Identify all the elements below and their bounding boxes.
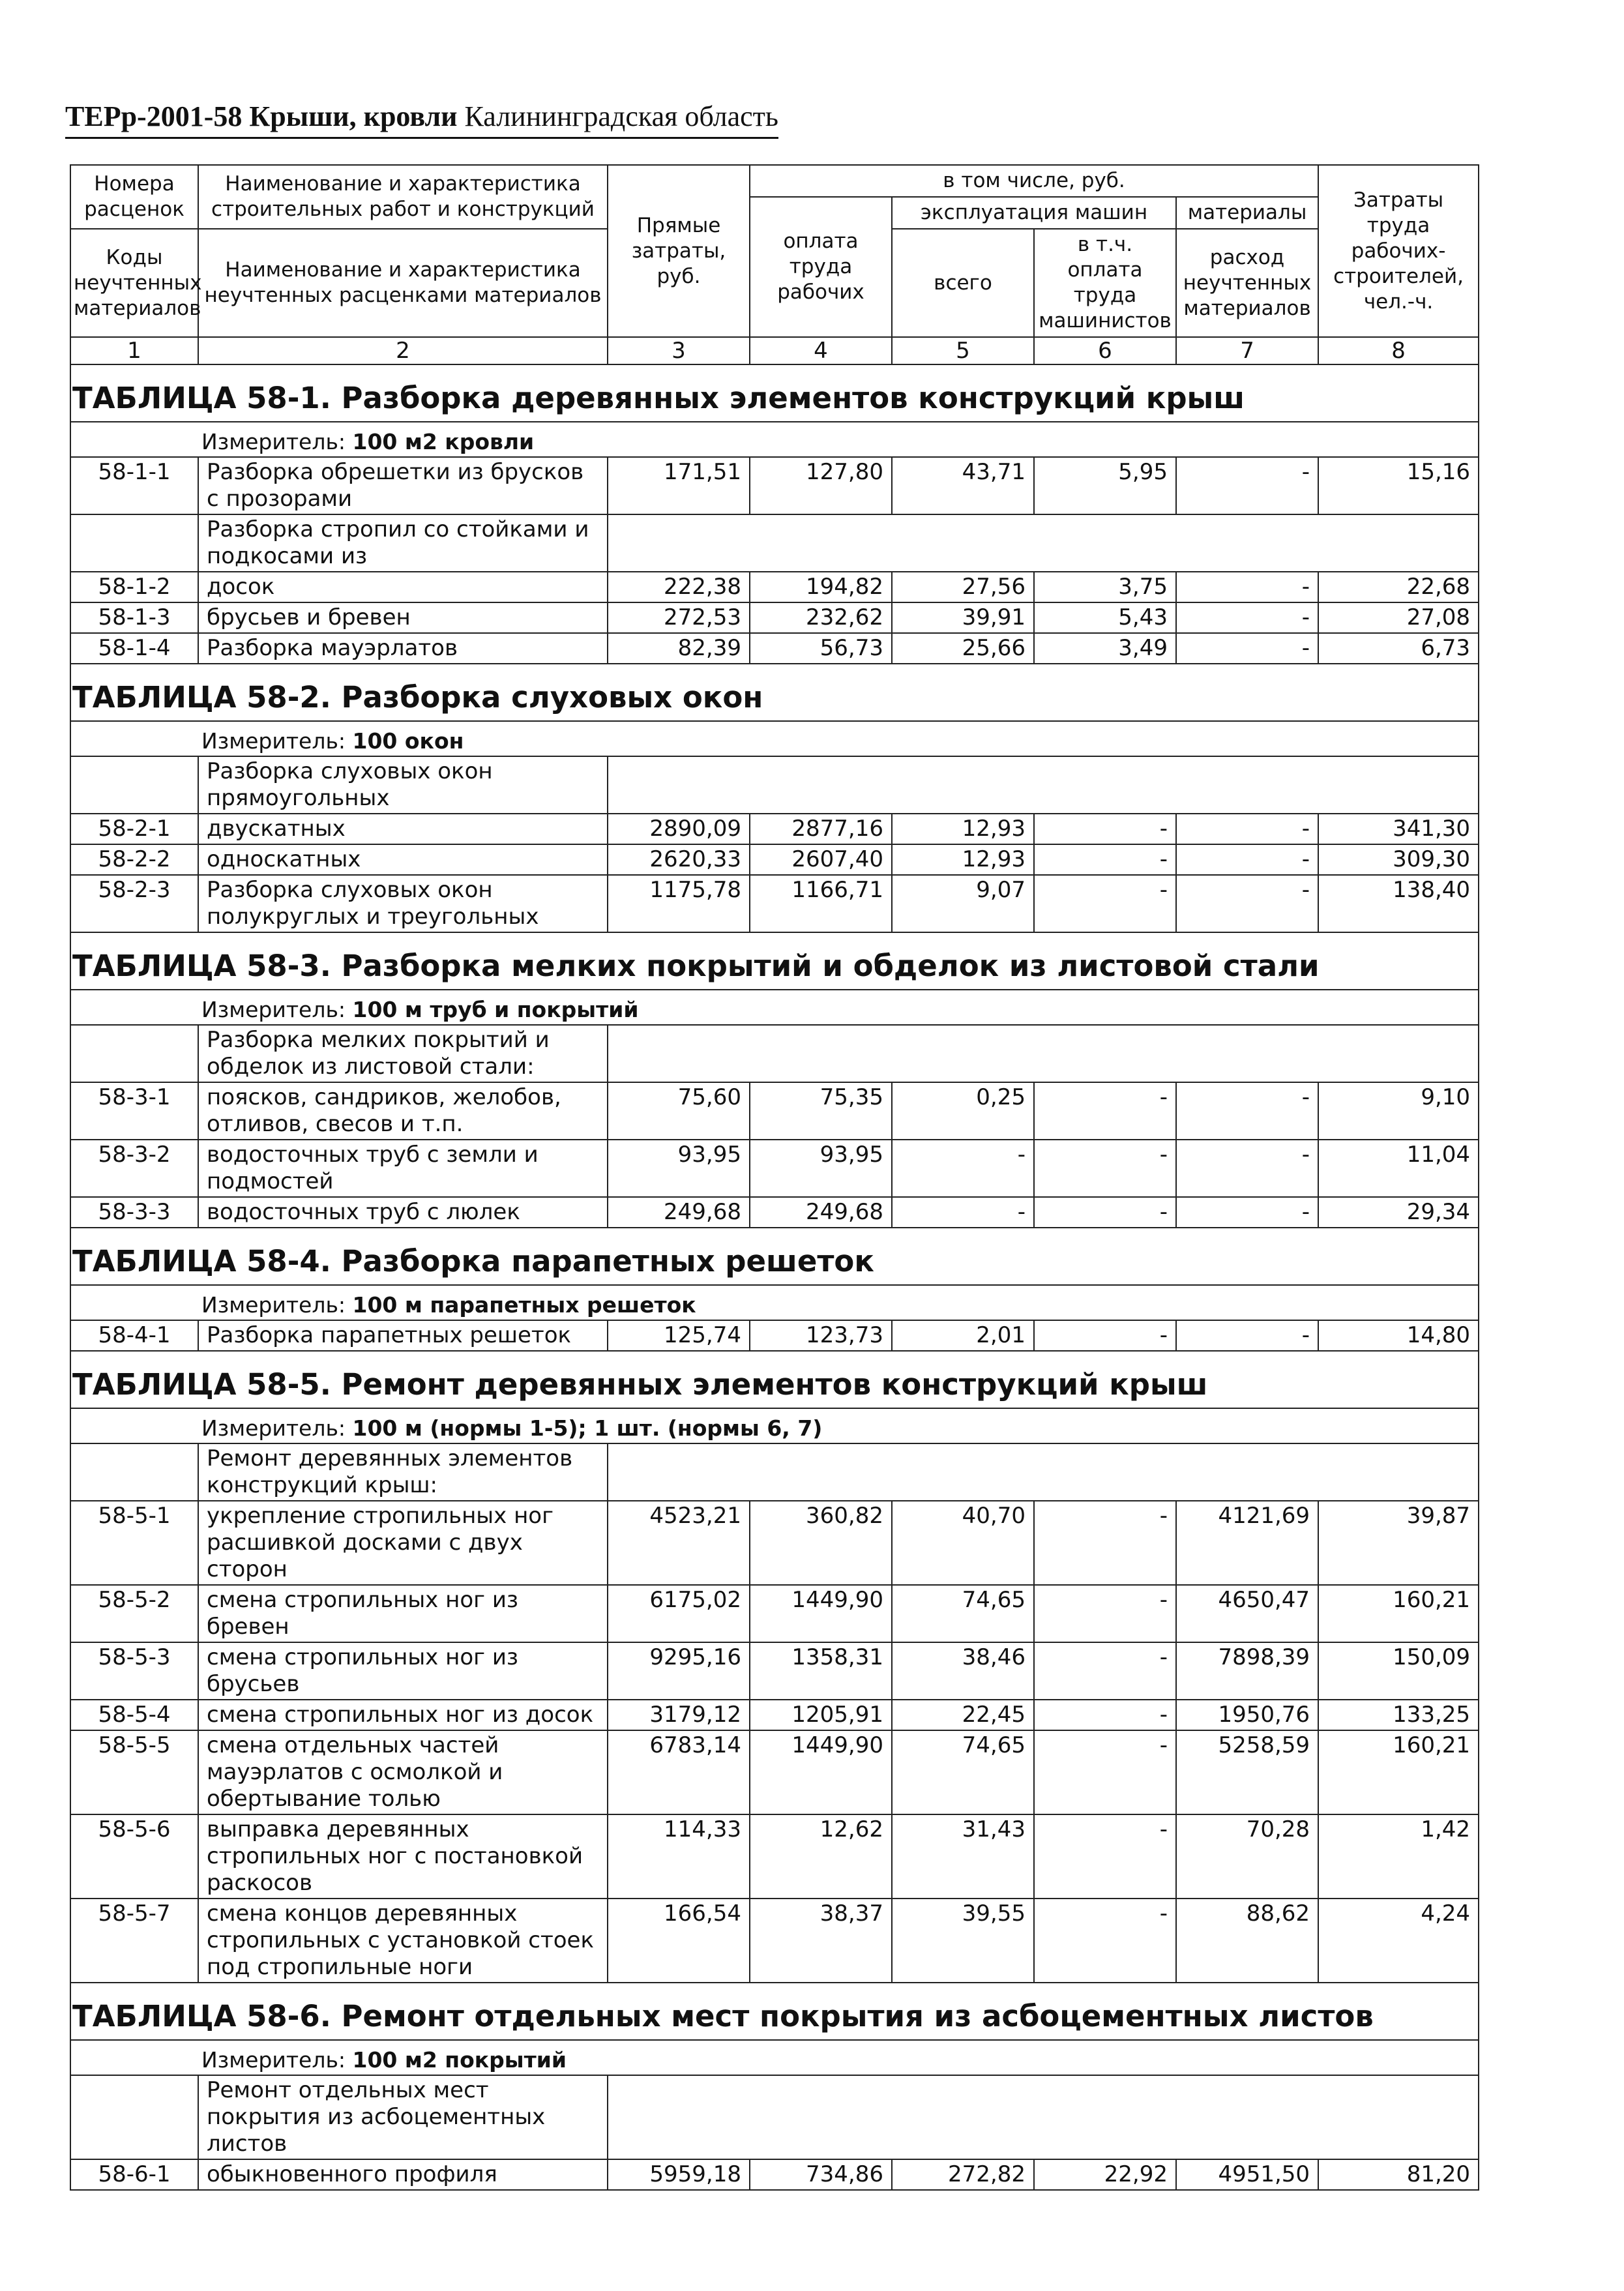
- value-wages: 75,35: [750, 1082, 892, 1140]
- unit-cell: [70, 1285, 1479, 1320]
- empty-cell: [608, 756, 1479, 814]
- unit-row: [70, 1408, 1479, 1443]
- value-direct-costs: 222,38: [608, 572, 750, 602]
- group-name: Разборка стропил со стойками и подкосами из: [198, 514, 608, 572]
- value-direct-costs: 125,74: [608, 1320, 750, 1351]
- table-row: [70, 1501, 1479, 1585]
- value-wages: 1358,31: [750, 1642, 892, 1700]
- value-operator-wages: 5,43: [1034, 602, 1176, 633]
- table-title: ТАБЛИЦА 58-6. Ремонт отдельных мест покрытия из асбоцементных листов: [70, 1983, 1479, 2040]
- col-header-rate-numbers: Номера расценок: [70, 165, 198, 229]
- value-wages: 38,37: [750, 1899, 892, 1983]
- table-row: [70, 572, 1479, 602]
- value-operator-wages: -: [1034, 1700, 1176, 1730]
- table-title: ТАБЛИЦА 58-2. Разборка слуховых окон: [70, 664, 1479, 721]
- value-materials: -: [1176, 457, 1318, 514]
- value-direct-costs: 75,60: [608, 1082, 750, 1140]
- col-header-including: в том числе, руб.: [750, 165, 1318, 197]
- table-row: [70, 1899, 1479, 1983]
- value-machines-total: 22,45: [892, 1700, 1034, 1730]
- value-materials: -: [1176, 1320, 1318, 1351]
- unit-value: 100 м2 кровли: [352, 429, 535, 454]
- unit-cell: [70, 990, 1479, 1025]
- value-machines-total: 39,91: [892, 602, 1034, 633]
- value-labor-hours: 22,68: [1318, 572, 1479, 602]
- table-title: ТАБЛИЦА 58-4. Разборка парапетных решеток: [70, 1228, 1479, 1285]
- value-materials: 70,28: [1176, 1814, 1318, 1899]
- work-name: смена стропильных ног из бревен: [198, 1585, 608, 1642]
- table-row: [70, 1730, 1479, 1814]
- table-title: ТАБЛИЦА 58-1. Разборка деревянных элементов конструкций крыш: [70, 364, 1479, 422]
- work-name: односкатных: [198, 844, 608, 875]
- value-labor-hours: 309,30: [1318, 844, 1479, 875]
- value-direct-costs: 1175,78: [608, 875, 750, 932]
- value-materials: 4121,69: [1176, 1501, 1318, 1585]
- value-materials: 5258,59: [1176, 1730, 1318, 1814]
- value-operator-wages: -: [1034, 814, 1176, 844]
- unit-row: [70, 721, 1479, 756]
- value-operator-wages: -: [1034, 1320, 1176, 1351]
- value-direct-costs: 4523,21: [608, 1501, 750, 1585]
- value-machines-total: 9,07: [892, 875, 1034, 932]
- value-machines-total: 74,65: [892, 1730, 1034, 1814]
- table-row: [70, 875, 1479, 932]
- col-header-direct-costs: Прямые затраты, руб.: [608, 165, 750, 337]
- value-direct-costs: 114,33: [608, 1814, 750, 1899]
- rate-code: 58-2-1: [70, 814, 198, 844]
- col-number: 8: [1318, 337, 1479, 364]
- work-name: Разборка парапетных решеток: [198, 1320, 608, 1351]
- empty-cell: [70, 1443, 198, 1501]
- work-name: смена стропильных ног из досок: [198, 1700, 608, 1730]
- unit-row: [70, 2040, 1479, 2075]
- value-operator-wages: -: [1034, 1814, 1176, 1899]
- rate-code: 58-5-3: [70, 1642, 198, 1700]
- work-name: смена концов деревянных стропильных с установкой стоек под стропильные ноги: [198, 1899, 608, 1983]
- col-number: 4: [750, 337, 892, 364]
- column-numbers-row: [70, 337, 1479, 364]
- rate-code: 58-5-7: [70, 1899, 198, 1983]
- table-title: ТАБЛИЦА 58-3. Разборка мелких покрытий и обделок из листовой стали: [70, 932, 1479, 990]
- value-labor-hours: 133,25: [1318, 1700, 1479, 1730]
- value-labor-hours: 27,08: [1318, 602, 1479, 633]
- unit-value: 100 м (нормы 1-5); 1 шт. (нормы 6, 7): [352, 1415, 823, 1441]
- table-row: [70, 1585, 1479, 1642]
- work-name: брусьев и бревен: [198, 602, 608, 633]
- rate-code: 58-3-3: [70, 1197, 198, 1228]
- group-row: [70, 756, 1479, 814]
- work-name: смена отдельных частей мауэрлатов с осмолкой и обертывание толью: [198, 1730, 608, 1814]
- value-machines-total: -: [892, 1197, 1034, 1228]
- rate-code: 58-1-2: [70, 572, 198, 602]
- value-materials: 4951,50: [1176, 2159, 1318, 2190]
- work-name: водосточных труб с земли и подмостей: [198, 1140, 608, 1197]
- value-operator-wages: -: [1034, 1197, 1176, 1228]
- table-row: [70, 633, 1479, 664]
- value-labor-hours: 29,34: [1318, 1197, 1479, 1228]
- value-direct-costs: 82,39: [608, 633, 750, 664]
- value-materials: -: [1176, 1082, 1318, 1140]
- col-header-operator-wages: в т.ч. оплата труда машинистов: [1034, 229, 1176, 337]
- empty-cell: [608, 1443, 1479, 1501]
- value-machines-total: 38,46: [892, 1642, 1034, 1700]
- rate-code: 58-6-1: [70, 2159, 198, 2190]
- unit-value: 100 м2 покрытий: [352, 2047, 567, 2073]
- value-direct-costs: 6783,14: [608, 1730, 750, 1814]
- unit-label: Измеритель:: [201, 2047, 353, 2073]
- work-name: Разборка мауэрлатов: [198, 633, 608, 664]
- value-machines-total: 272,82: [892, 2159, 1034, 2190]
- unit-cell: [70, 1408, 1479, 1443]
- rate-code: 58-1-1: [70, 457, 198, 514]
- value-wages: 93,95: [750, 1140, 892, 1197]
- value-materials: 88,62: [1176, 1899, 1318, 1983]
- unit-cell: [70, 721, 1479, 756]
- doc-code: ТЕРр-2001-58: [65, 100, 243, 132]
- value-direct-costs: 6175,02: [608, 1585, 750, 1642]
- group-name: Ремонт отдельных мест покрытия из асбоцементных листов: [198, 2075, 608, 2159]
- value-operator-wages: -: [1034, 1899, 1176, 1983]
- table-row: [70, 1082, 1479, 1140]
- table-row: [70, 844, 1479, 875]
- group-name: Ремонт деревянных элементов конструкций крыш:: [198, 1443, 608, 1501]
- value-machines-total: -: [892, 1140, 1034, 1197]
- col-header-work-name: Наименование и характеристика строительных работ и конструкций: [198, 165, 608, 229]
- value-direct-costs: 272,53: [608, 602, 750, 633]
- value-labor-hours: 6,73: [1318, 633, 1479, 664]
- value-labor-hours: 15,16: [1318, 457, 1479, 514]
- value-operator-wages: 5,95: [1034, 457, 1176, 514]
- value-machines-total: 27,56: [892, 572, 1034, 602]
- table-title-row: [70, 664, 1479, 721]
- value-direct-costs: 171,51: [608, 457, 750, 514]
- value-wages: 194,82: [750, 572, 892, 602]
- rate-code: 58-3-2: [70, 1140, 198, 1197]
- col-number: 3: [608, 337, 750, 364]
- table-row: [70, 457, 1479, 514]
- value-labor-hours: 39,87: [1318, 1501, 1479, 1585]
- col-header-material-consumption: расход неучтенных материалов: [1176, 229, 1318, 337]
- value-machines-total: 74,65: [892, 1585, 1034, 1642]
- work-name: обыкновенного профиля: [198, 2159, 608, 2190]
- value-labor-hours: 160,21: [1318, 1730, 1479, 1814]
- value-operator-wages: 22,92: [1034, 2159, 1176, 2190]
- empty-cell: [608, 2075, 1479, 2159]
- value-wages: 12,62: [750, 1814, 892, 1899]
- rates-table: [70, 164, 1479, 2191]
- value-labor-hours: 138,40: [1318, 875, 1479, 932]
- value-labor-hours: 81,20: [1318, 2159, 1479, 2190]
- value-machines-total: 25,66: [892, 633, 1034, 664]
- empty-cell: [608, 1025, 1479, 1082]
- work-name: укрепление стропильных ног расшивкой досками с двух сторон: [198, 1501, 608, 1585]
- col-header-wages: оплата труда рабочих: [750, 197, 892, 337]
- table-row: [70, 602, 1479, 633]
- value-machines-total: 0,25: [892, 1082, 1034, 1140]
- unit-row: [70, 1285, 1479, 1320]
- group-name: Разборка мелких покрытий и обделок из листовой стали:: [198, 1025, 608, 1082]
- value-materials: -: [1176, 633, 1318, 664]
- unit-label: Измеритель:: [201, 1415, 353, 1441]
- value-materials: -: [1176, 875, 1318, 932]
- value-materials: -: [1176, 1140, 1318, 1197]
- col-header-labor-costs: Затраты труда рабочих-строителей, чел.-ч.: [1318, 165, 1479, 337]
- table-title-row: [70, 1228, 1479, 1285]
- value-wages: 123,73: [750, 1320, 892, 1351]
- rate-code: 58-1-3: [70, 602, 198, 633]
- value-operator-wages: -: [1034, 844, 1176, 875]
- unit-label: Измеритель:: [201, 997, 353, 1022]
- value-machines-total: 2,01: [892, 1320, 1034, 1351]
- value-machines-total: 12,93: [892, 844, 1034, 875]
- unit-row: [70, 422, 1479, 457]
- table-row: [70, 814, 1479, 844]
- empty-cell: [608, 514, 1479, 572]
- table-title-row: [70, 364, 1479, 422]
- rate-code: 58-1-4: [70, 633, 198, 664]
- table-row: [70, 1814, 1479, 1899]
- rate-code: 58-5-2: [70, 1585, 198, 1642]
- value-direct-costs: 166,54: [608, 1899, 750, 1983]
- value-labor-hours: 341,30: [1318, 814, 1479, 844]
- rate-code: 58-2-3: [70, 875, 198, 932]
- value-wages: 127,80: [750, 457, 892, 514]
- table-row: [70, 1642, 1479, 1700]
- empty-cell: [70, 1025, 198, 1082]
- col-header-material-codes: Коды неучтенных материалов: [70, 229, 198, 337]
- value-operator-wages: -: [1034, 1642, 1176, 1700]
- value-wages: 56,73: [750, 633, 892, 664]
- value-materials: -: [1176, 602, 1318, 633]
- empty-cell: [70, 514, 198, 572]
- value-operator-wages: -: [1034, 1585, 1176, 1642]
- unit-value: 100 м труб и покрытий: [352, 997, 639, 1022]
- value-operator-wages: 3,49: [1034, 633, 1176, 664]
- empty-cell: [70, 756, 198, 814]
- value-machines-total: 31,43: [892, 1814, 1034, 1899]
- value-labor-hours: 150,09: [1318, 1642, 1479, 1700]
- value-direct-costs: 2890,09: [608, 814, 750, 844]
- group-row: [70, 514, 1479, 572]
- value-operator-wages: -: [1034, 1082, 1176, 1140]
- table-title-row: [70, 932, 1479, 990]
- empty-cell: [70, 2075, 198, 2159]
- table-title: ТАБЛИЦА 58-5. Ремонт деревянных элементов конструкций крыш: [70, 1351, 1479, 1408]
- value-wages: 1449,90: [750, 1585, 892, 1642]
- value-materials: 4650,47: [1176, 1585, 1318, 1642]
- doc-title: Крыши, кровли: [249, 100, 458, 132]
- work-name: смена стропильных ног из брусьев: [198, 1642, 608, 1700]
- unit-label: Измеритель:: [201, 1292, 353, 1318]
- value-materials: -: [1176, 814, 1318, 844]
- value-operator-wages: -: [1034, 875, 1176, 932]
- work-name: поясков, сандриков, желобов, отливов, свесов и т.п.: [198, 1082, 608, 1140]
- unit-label: Измеритель:: [201, 728, 353, 754]
- unit-cell: [70, 422, 1479, 457]
- value-labor-hours: 9,10: [1318, 1082, 1479, 1140]
- rate-code: 58-5-4: [70, 1700, 198, 1730]
- work-name: водосточных труб с люлек: [198, 1197, 608, 1228]
- value-machines-total: 43,71: [892, 457, 1034, 514]
- work-name: Разборка обрешетки из брусков с прозорами: [198, 457, 608, 514]
- value-materials: 7898,39: [1176, 1642, 1318, 1700]
- unit-label: Измеритель:: [201, 429, 353, 454]
- table-row: [70, 1320, 1479, 1351]
- value-machines-total: 40,70: [892, 1501, 1034, 1585]
- value-materials: -: [1176, 1197, 1318, 1228]
- value-materials: -: [1176, 844, 1318, 875]
- col-number: 6: [1034, 337, 1176, 364]
- table-title-row: [70, 1351, 1479, 1408]
- value-materials: 1950,76: [1176, 1700, 1318, 1730]
- col-number: 2: [198, 337, 608, 364]
- page-header: [65, 98, 778, 139]
- value-direct-costs: 93,95: [608, 1140, 750, 1197]
- unit-value: 100 м парапетных решеток: [352, 1292, 696, 1318]
- work-name: двускатных: [198, 814, 608, 844]
- work-name: выправка деревянных стропильных ног с постановкой раскосов: [198, 1814, 608, 1899]
- rate-code: 58-5-1: [70, 1501, 198, 1585]
- rate-code: 58-4-1: [70, 1320, 198, 1351]
- rate-code: 58-5-6: [70, 1814, 198, 1899]
- value-labor-hours: 4,24: [1318, 1899, 1479, 1983]
- col-number: 5: [892, 337, 1034, 364]
- value-operator-wages: -: [1034, 1730, 1176, 1814]
- unit-value: 100 окон: [352, 728, 464, 754]
- value-wages: 734,86: [750, 2159, 892, 2190]
- col-header-machines-total: всего: [892, 229, 1034, 337]
- value-operator-wages: 3,75: [1034, 572, 1176, 602]
- work-name: досок: [198, 572, 608, 602]
- value-labor-hours: 11,04: [1318, 1140, 1479, 1197]
- table-row: [70, 1700, 1479, 1730]
- table-row: [70, 1197, 1479, 1228]
- value-labor-hours: 1,42: [1318, 1814, 1479, 1899]
- value-direct-costs: 3179,12: [608, 1700, 750, 1730]
- table-row: [70, 1140, 1479, 1197]
- value-machines-total: 39,55: [892, 1899, 1034, 1983]
- group-row: [70, 2075, 1479, 2159]
- unit-row: [70, 990, 1479, 1025]
- value-wages: 249,68: [750, 1197, 892, 1228]
- table-row: [70, 2159, 1479, 2190]
- value-operator-wages: -: [1034, 1140, 1176, 1197]
- group-row: [70, 1025, 1479, 1082]
- value-wages: 2607,40: [750, 844, 892, 875]
- col-header-machines: эксплуатация машин: [892, 197, 1176, 229]
- col-number: 1: [70, 337, 198, 364]
- unit-cell: [70, 2040, 1479, 2075]
- rate-code: 58-5-5: [70, 1730, 198, 1814]
- value-wages: 1166,71: [750, 875, 892, 932]
- rate-code: 58-3-1: [70, 1082, 198, 1140]
- value-machines-total: 12,93: [892, 814, 1034, 844]
- value-labor-hours: 14,80: [1318, 1320, 1479, 1351]
- doc-region: Калининградская область: [464, 100, 778, 132]
- col-number: 7: [1176, 337, 1318, 364]
- value-direct-costs: 9295,16: [608, 1642, 750, 1700]
- group-name: Разборка слуховых окон прямоугольных: [198, 756, 608, 814]
- rate-code: 58-2-2: [70, 844, 198, 875]
- value-direct-costs: 249,68: [608, 1197, 750, 1228]
- value-operator-wages: -: [1034, 1501, 1176, 1585]
- value-wages: 360,82: [750, 1501, 892, 1585]
- value-direct-costs: 5959,18: [608, 2159, 750, 2190]
- value-wages: 1205,91: [750, 1700, 892, 1730]
- value-wages: 2877,16: [750, 814, 892, 844]
- col-header-material-name: Наименование и характеристика неучтенных расценками материалов: [198, 229, 608, 337]
- value-direct-costs: 2620,33: [608, 844, 750, 875]
- value-wages: 232,62: [750, 602, 892, 633]
- col-header-materials: материалы: [1176, 197, 1318, 229]
- work-name: Разборка слуховых окон полукруглых и треугольных: [198, 875, 608, 932]
- value-labor-hours: 160,21: [1318, 1585, 1479, 1642]
- value-wages: 1449,90: [750, 1730, 892, 1814]
- table-title-row: [70, 1983, 1479, 2040]
- group-row: [70, 1443, 1479, 1501]
- value-materials: -: [1176, 572, 1318, 602]
